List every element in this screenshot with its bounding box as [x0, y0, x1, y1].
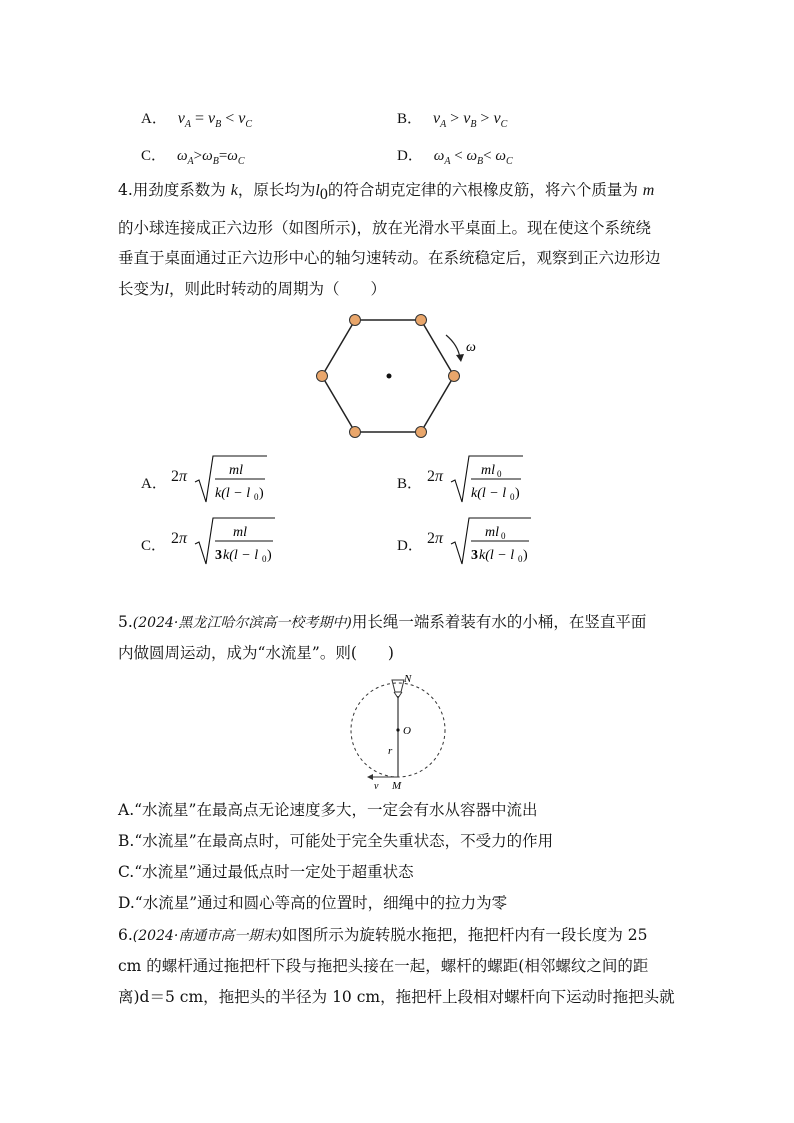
q6-stem-line-1: 6.(2024·南通市高一期末)如图所示为旋转脱水拖把，拖把杆内有一段长度为 25	[118, 926, 648, 944]
q4-stem-line-4: 长变为l，则此时转动的周期为（ ）	[118, 280, 386, 298]
svg-text:): )	[515, 486, 520, 501]
svg-text:0: 0	[518, 554, 523, 564]
q5-stem-line-2: 内做圆周运动，成为“水流星”。则( )	[118, 644, 394, 662]
svg-text:k(l − l: k(l − l	[215, 486, 251, 501]
q3-option-b: B． $v_A > v_B > v_C$	[397, 110, 508, 131]
label-v: v	[374, 781, 379, 792]
option-label: B．	[397, 476, 423, 492]
q6-stem-line-3: 离)d＝5 cm，拖把头的半径为 10 cm，拖把杆上段相对螺杆向下运动时拖把头就	[118, 988, 675, 1006]
q4-stem-line-1: 4.用劲度系数为 k，原长均为$l_0$的符合胡克定律的六根橡皮筋，将六个质量为 m	[118, 181, 655, 204]
label-m: M	[392, 780, 402, 792]
q4-option-a: A． 2π ml k(l − l 0 )	[141, 452, 301, 507]
svg-text:ml: ml	[233, 525, 247, 540]
svg-text:): )	[267, 548, 272, 563]
svg-text:3: 3	[471, 548, 478, 563]
q4-option-d: D． 2π ml 0 3 k(l − l 0 )	[397, 514, 567, 569]
center-dot	[387, 374, 392, 379]
water-meteor-figure	[345, 672, 455, 792]
q5-option-b: B.“水流星”在最高点时，可能处于完全失重状态，不受力的作用	[118, 832, 554, 850]
svg-text:k(l − l: k(l − l	[223, 548, 259, 563]
ball	[350, 315, 361, 326]
option-label: C．	[141, 148, 167, 164]
bucket	[392, 680, 404, 692]
ball	[449, 371, 460, 382]
q4-stem-line-3: 垂直于桌面通过正六边形中心的轴匀速转动。在系统稳定后，观察到正六边形边	[118, 249, 661, 267]
option-label: D．	[397, 538, 423, 554]
svg-text:): )	[259, 486, 264, 501]
rotation-arrow	[446, 335, 460, 358]
q5-option-c: C.“水流星”通过最低点时一定处于超重状态	[118, 863, 414, 881]
option-label: A．	[141, 111, 167, 127]
q4-stem-line-2: 的小球连接成正六边形（如图所示)，放在光滑水平桌面上。现在使这个系统绕	[118, 219, 652, 237]
omega-label: ω	[466, 340, 476, 355]
q3-option-d: D． $\omega_A < \omega_B< \omega_C$	[397, 148, 513, 167]
option-label: A．	[141, 476, 167, 492]
option-label: C．	[141, 538, 167, 554]
center-point	[396, 728, 399, 731]
ball	[416, 427, 427, 438]
rotation-arrowhead	[456, 354, 464, 362]
svg-text:0: 0	[497, 469, 502, 479]
option-label: B．	[397, 111, 423, 127]
ball	[350, 427, 361, 438]
q5-option-a: A.“水流星”在最高点无论速度多大，一定会有水从容器中流出	[118, 801, 538, 819]
q4-option-c: C． 2π ml 3 k(l − l 0 )	[141, 514, 311, 569]
svg-text:0: 0	[262, 554, 267, 564]
svg-text:ml: ml	[485, 525, 499, 540]
ball	[317, 371, 328, 382]
svg-text:ml: ml	[481, 463, 495, 478]
q6-stem-line-2: cm 的螺杆通过拖把杆下段与拖把头接在一起，螺杆的螺距(相邻螺纹之间的距	[118, 957, 649, 975]
q3-option-a: A． $v_A = v_B < v_C$	[141, 110, 253, 131]
q3-option-c: C． $\omega_A>\omega_B=\omega_C$	[141, 148, 245, 167]
svg-text:3: 3	[215, 548, 222, 563]
q4-option-b: B． 2π ml 0 k(l − l 0 )	[397, 452, 557, 507]
q5-option-d: D.“水流星”通过和圆心等高的位置时，细绳中的拉力为零	[118, 894, 508, 912]
svg-text:0: 0	[510, 492, 515, 502]
svg-text:0: 0	[501, 531, 506, 541]
svg-text:0: 0	[254, 492, 259, 502]
svg-text:k(l − l: k(l − l	[479, 548, 515, 563]
svg-text:k(l − l: k(l − l	[471, 486, 507, 501]
label-n: N	[404, 673, 412, 685]
label-o: O	[403, 725, 411, 737]
hexagon-figure	[300, 305, 500, 445]
q5-stem-line-1: 5.(2024·黑龙江哈尔滨高一校考期中)用长绳一端系着装有水的小桶，在竖直平面	[118, 613, 647, 631]
svg-text:): )	[523, 548, 528, 563]
label-r: r	[388, 745, 393, 757]
option-label: D．	[397, 148, 423, 164]
svg-text:ml: ml	[229, 463, 243, 478]
ball	[416, 315, 427, 326]
